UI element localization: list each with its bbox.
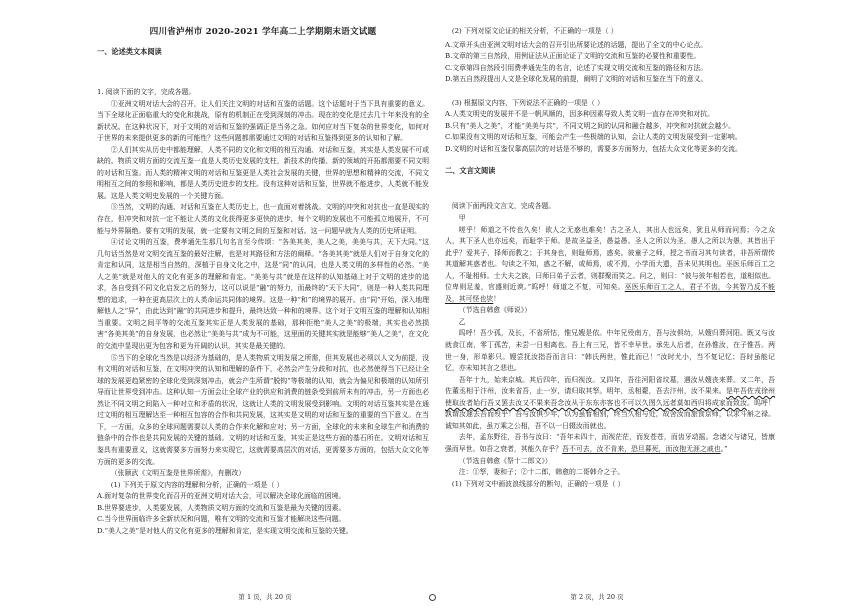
passage-yi-paragraph-2 bbox=[445, 375, 775, 433]
left-column bbox=[97, 26, 429, 537]
question-1-stem: (1) 下列关于原文内容的理解和分析，正确的一项是（ ） bbox=[110, 480, 284, 489]
section-heading-classical: 二、文言文阅读 bbox=[445, 166, 496, 176]
classical-intro: 阅读下面两段文言文，完成各题。 bbox=[451, 202, 556, 211]
passage-paragraph-3: ③当然，文明的沟通、对话和互鉴在人类历史上，也一直面对着挑战。文明的冲突和对抗也一直是现实的存在，但冲突和对抗一定不能让人类的文化获得更多更快的进步，每个文明的发展也不可能孤立地展开，不可能与外界隔绝。要有文明的发展，就一定要有文明之间的互鉴和对话。这一问题早就为人类的历史所证明。 bbox=[97, 203, 429, 235]
section-heading-argumentative: 一、论述类文本阅读 bbox=[97, 47, 162, 56]
question-2-option-a: A.文章开头由亚洲文明对话大会的召开引出所要论述的话题，提出了全文的中心论点。 bbox=[445, 40, 708, 49]
passage-yi-source: （节选自韩愈《祭十二郎文》） bbox=[458, 456, 552, 465]
passage-yi-p2-start: 吾年十九，始来京城。其后四年，而归视汝。又四年，吾往河阳省坟墓，遇汝从嫂丧来葬。又二年，吾佐董丞相于汴州，汝来省吾，止一岁，请归取其孥。明年，丞相薨，吾去汴州，汝不果来。 bbox=[445, 375, 775, 396]
question-1-option-d: D.“美人之美”是对他人的文化有更多的理解和肯定，是实现文明交流和互鉴的关键。 bbox=[97, 526, 353, 535]
page-number-right: 第 2 页，共 20 页 bbox=[570, 593, 624, 601]
passage-jia-source: （节选自韩愈《师说》） bbox=[458, 306, 532, 315]
page-number-left: 第 1 页，共 20 页 bbox=[238, 593, 292, 601]
question-2-option-c: C.文章第四自然段引用费孝通先生的名言，论述了实现文明交流和互鉴的路径和方法。 bbox=[445, 63, 708, 72]
passage-yi-label: 乙 bbox=[458, 317, 466, 326]
passage-source: （张颐武《文明互鉴是世界所需》，有删改） bbox=[110, 469, 246, 478]
binding-hole-icon bbox=[429, 594, 436, 601]
passage-paragraph-1: ①亚洲文明对话大会的召开，让人们关注文明的对话和互鉴的话题。这个话题对于当下具有重要的意义。当下全球化正面临重大的变化和挑战，原有的机制正在受到深刻的冲击。现在的变化是过去几十年来没有的全新状况。在这种状况下，对于文明的对话和互鉴的强调正是当务之急。如何应对当下复杂的世界变化，如何对于世界的未来提供更多的新的可能性？这些问题都需要通过文明的对话和互鉴得到更多的认知和了解。 bbox=[97, 99, 429, 143]
classical-question-1-stem: (1) 下列对文中画波浪线部分的断句，正确的一项是（ ） bbox=[451, 479, 625, 488]
question-3-option-b: B.只有“美人之美”，才能“美美与共”，不同文明之间的认同和融合越多，冲突和对抗就会越少。 bbox=[445, 121, 736, 130]
question-1-option-a: A.面对复杂的世界变化而召开的亚洲文明对话大会，可以解决全球化面临的困境。 bbox=[97, 492, 346, 501]
exam-title: 四川省泸州市 2020-2021 学年高二上学期期末语文试题 bbox=[149, 27, 377, 37]
right-column bbox=[445, 26, 775, 490]
passage-yi-paragraph-3 bbox=[445, 432, 775, 455]
question-3-stem: (3) 根据原文内容，下列说法不正确的一项是（ ） bbox=[451, 98, 604, 107]
passage-yi-wavy-underlined: 是年吾佐戎徐州使取汝者始行吾又罢去汝又不果来吾念汝从于东东亦客也不可以久图久远者莫如西归将成家而致汝 bbox=[445, 387, 776, 407]
passage-jia-text-main: 嗟乎！师道之不传也久矣！欲人之无惑也难矣！古之圣人，其出人也远矣，犹且从师而问焉；今之众人，其下圣人也亦远矣，而耻学于师。是故圣益圣，愚益愚。圣人之所以为圣，愚人之所以为愚，其皆出于此乎？爱其子，择师而教之；于其身也，则耻师焉，惑矣。彼童子之师，授之书而习其句读者，非吾所谓传其道解其惑者也。句读之不知，惑之不解，或师焉，或不焉，小学而大遗，吾未见其明也。巫医乐师百工之人，不耻相师。士大夫之族，曰师曰弟子云者，则群聚而笑之。问之，则曰：“彼与彼年相若也，道相似也。位卑则足羞，官盛则近谀。”呜呼！师道之不复，可知矣。 bbox=[445, 225, 775, 292]
question-3-option-c: C.如果没有文明的对话和互鉴，可能会产生一些极端的认知，会让人类的文明发展受到一定影响。 bbox=[445, 133, 742, 142]
question-3-option-a: A.人类文明史的发展并不是一帆风顺的，因多种因素导致人类文明一直存在冲突和对抗。 bbox=[445, 110, 715, 119]
passage-yi-p3-end: 。” bbox=[720, 444, 728, 453]
question-2-stem: (2) 下列对原文论证的相关分析，不正确的一项是（ ） bbox=[451, 27, 618, 35]
passage-paragraph-4: ④讨论文明的互鉴，费孝通先生那几句名言至今传颂：“各美其美，美人之美，美美与共，天下大同。”这几句话当然是对文明交流互鉴的最好注解，也是对其路径和方法的阐释。“各美其美”就是人们对于自身文化的肯定和认同，这是相当自然的，深植于自身文化之中，这是“同”的认同，也是人类文明的多样性的必然。“美人之美”就是对他人的文化有更多的理解和肯定。“美美与共”就是在这样的认知基础上对于文明的进步的追求，各自受到不同文化启发之后的努力，这可以说是“融”的努力，而最终的“天下大同”，则是一种人类共同理想的追求，一种在更高层次上的人类命运共同体的境界。这是一种“和”的境界的展开。由“同”开始，深入地理解他人之“异”，由此达到“融”的共同进步和提升，最终达致一种和的境界。这个对于文明互鉴的理解和认知相当重要。文明之间平等的交流互鉴其实正是人类发展的基础，那种拒绝“美人之美”的极端，其实也必然损害“各美其美”的自身发展，也必然让“美美与共”成为不可能，这里面的关键其实就是能够“美人之美”，在文化的交流中显现出更为包容和更为开阔的认识，其实是最关键的。 bbox=[97, 238, 429, 351]
passage-paragraph-5: ⑤当下的全球化当然是以经济为基础的，是人类物质文明发展之所需，但其发展也必须以人文为前提，没有文明的对话和互鉴，在文明冲突的认知和理解的条件下，必然会产生分歧和对抗，也必然使得当下已经让全球的发展更趋紧密的全球化受到深刻冲击，就会产生所谓“脱钩”等极端的认知，就会为偏见和极端的认知所引导而让世界受到冲击。这种认知一方面会让全球产业的供应和消费的链条受到前所未有的冲击，另一方面也必然让不同文明之间陷入一种对立和矛盾的状况，这就让人类的文明发展受到影响。文明的对话互鉴其实是在通过文明的相互理解达至一种相互包容的合作和共同发展，这其实是文明的对话和互鉴的重要的当下意义。在当下，一方面，众多的全球问题需要以人类的合作来化解和应对；另一方面，全球化的未来和全球生产和消费的链条中的合作也是共同发展的关键的基础。文明的对话和互鉴，其实正是这些方面的基石所在。文明对话和互鉴具有重要意义，这就需要多方面努力来实现它，这就需要高层次的对话，更需要多方面的，包括大众文化等方面的更多的交流。 bbox=[97, 353, 429, 466]
question-1-option-c: C.当今世界面临许多全新状况和问题，唯有文明的交流和互鉴才能解决这些问题。 bbox=[97, 515, 346, 524]
passage-paragraph-2: ②人们其实从历史中都能理解，人类不同的文化和文明的相互沟通、对话和互鉴，其实是人类发展不可或缺的。物质文明方面的交流互鉴一直是人类历史发展的支柱，新技术的传播、新的领域的开拓都需要不同文明的对话和互鉴。而人类的精神文明的对话和互鉴更是人类社会发展的关键，世界的思想和精神的交流，不同文明相互之间的参照和影响，都是人类历史进步的支柱。没有这种对话和互鉴，世界就不能进步，人类就不能发展。这是人类文明史发展的一个关键方面。 bbox=[97, 145, 429, 200]
passage-jia-label: 甲 bbox=[458, 214, 466, 223]
passage-yi-p3-start: 去年，孟东野往，吾书与汝曰：“吾年未四十，而视茫茫，而发苍苍，而齿牙动摇。念诸父与诸兄，皆康强而早世。如吾之衰者，其能久存乎？ bbox=[445, 433, 775, 453]
passage-yi-underlined: 吾不可去，汝不肯来，恐旦暮死，而汝抱无涯之戚也 bbox=[562, 444, 721, 453]
passage-jia-text bbox=[445, 225, 775, 306]
question-2-options bbox=[445, 40, 775, 86]
passage-yi-p2-end: 。呜呼！孰谓汝遽去吾而殁乎！吾与汝俱少年，以为虽暂相别，终当久相与处，故舍汝而旅食京师，以求斗斛之禄。诚知其如此，虽万乘之公相，吾不以一日辍汝而就也。 bbox=[445, 398, 776, 430]
question-intro: 1. 阅读下面的文字，完成各题。 bbox=[97, 88, 196, 96]
question-2-option-b: B.文章的第三自然段，用例证法从正面论证了文明的交流和互鉴的必要性和重要性。 bbox=[445, 52, 701, 61]
question-1-option-b: B.世界要进步，人类要发展，人类物质文明方面的交流和互鉴是最为关键的因素。 bbox=[97, 503, 346, 512]
passage-jia-underlined: 巫医乐师百工之人，君子不齿，今其智乃反不能及，其可怪也欤 bbox=[445, 283, 776, 303]
question-3-option-d: D.文明的对话和互鉴仅靠高层次的对话是不够的，需要多方面努力，包括大众文化等更多的交流。 bbox=[445, 144, 742, 153]
question-2-option-d: D.第五自然段提出人文是全球化发展的前提，阐明了文明的对话和互鉴在当下的意义。 bbox=[445, 75, 708, 84]
annotation-note: 注：①孥，妻和子；②十二郎，韩愈的二哥韩介之子。 bbox=[458, 468, 625, 477]
passage-yi-paragraph-1: 呜呼！吾少孤，及长，不省所怙，惟兄嫂是依。中年兄殁南方，吾与汝俱幼，从嫂归葬河阳。既又与汝就食江南，零丁孤苦，未尝一日相离也。吾上有三兄，皆不幸早世。承先人后者，在孙惟汝，在子惟吾。两世一身，形单影只。嫂尝抚汝指吾而言曰：“韩氏两世，惟此而已！”汝时尤小，当不复记忆；吾时虽能记忆，亦未知其言之悲也。 bbox=[445, 329, 775, 373]
passage-jia-text-end: ！ bbox=[493, 294, 501, 303]
